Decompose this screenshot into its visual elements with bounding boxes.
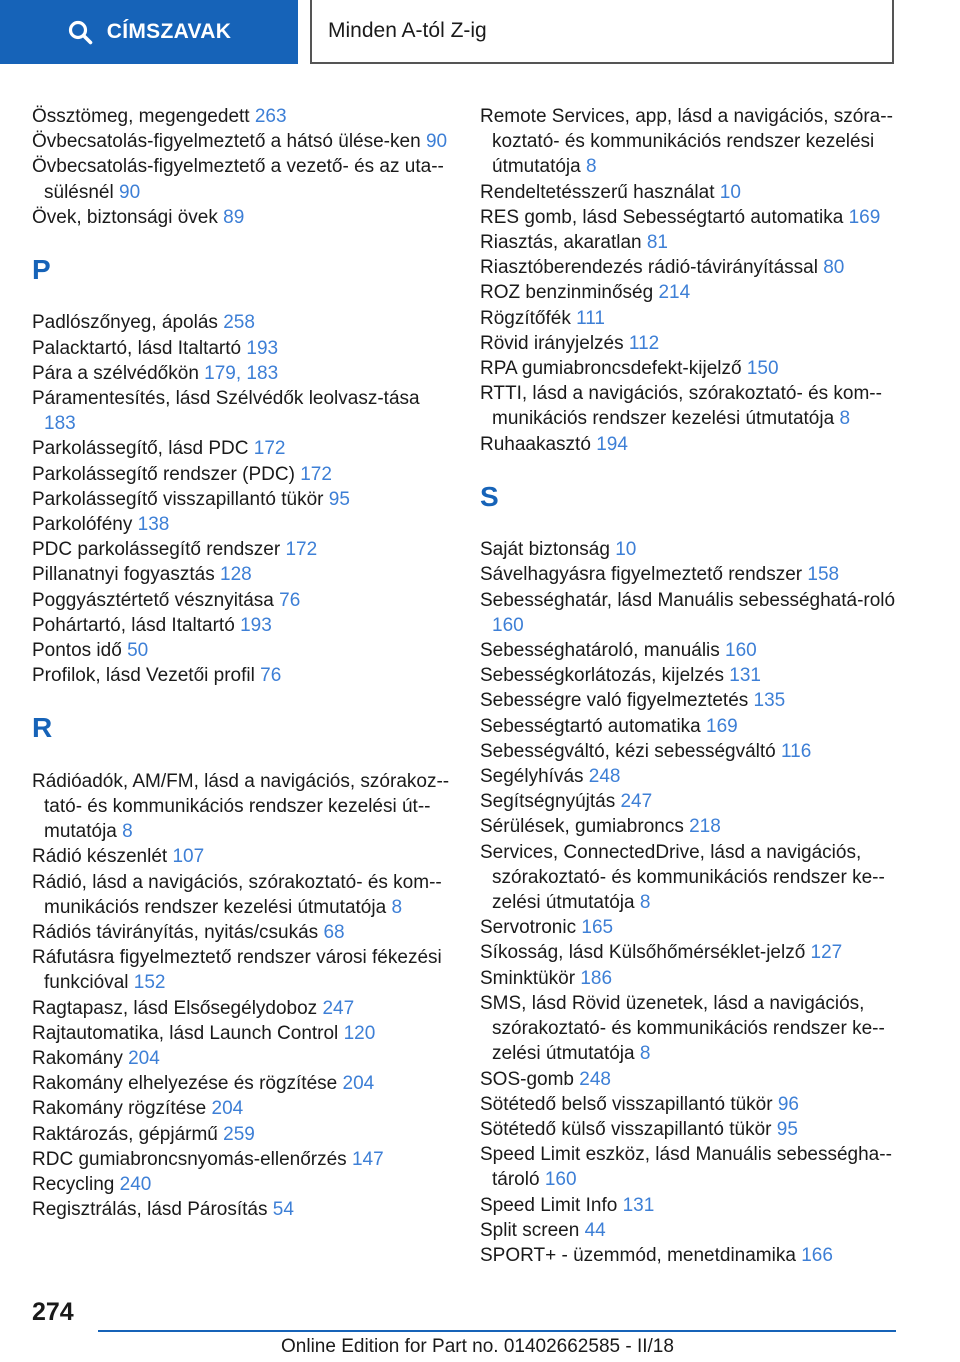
index-letter-heading: S [480, 480, 499, 512]
index-entry [32, 1071, 452, 1096]
index-entry-text: Servotronic [480, 917, 577, 939]
page-reference-link[interactable]: 169 [706, 715, 738, 737]
index-entry [32, 205, 452, 230]
page-reference-link[interactable]: 68 [323, 922, 345, 944]
index-entry [32, 663, 452, 688]
page-reference-link[interactable]: 8 [639, 1043, 651, 1065]
page-reference-link[interactable]: 95 [776, 1118, 798, 1140]
index-entry [480, 356, 910, 381]
index-entry [480, 991, 910, 1067]
index-entry-text: Saját biztonság [480, 539, 610, 561]
page-reference-link[interactable]: 8 [122, 821, 133, 843]
index-entry [32, 1172, 452, 1197]
page-reference-link[interactable]: 10 [615, 539, 637, 561]
index-entry-text: Split screen [480, 1219, 580, 1241]
index-entry [32, 769, 452, 845]
index-entry-text: Sötétedő belső visszapillantó tükör [480, 1093, 773, 1115]
index-entry-text: Sebességtartó automatika [480, 715, 701, 737]
index-entry-text: Sminktükör [480, 967, 576, 989]
index-entry-text: Övek, biztonsági övek [32, 206, 218, 228]
index-entry-text: Rádiós távirányítás, nyitás/csukás [32, 922, 319, 944]
page-reference-link[interactable]: 248 [579, 1068, 611, 1090]
page-reference-link[interactable]: 193 [240, 614, 272, 636]
index-entry-text: Ráfutásra figyelmeztető rendszer városi fékezési funkcióval [32, 947, 442, 994]
index-entry-text: Parkolássegítő, lásd PDC [32, 438, 249, 460]
page-reference-link[interactable]: 120 [343, 1022, 376, 1044]
index-entry [32, 310, 452, 335]
index-entry-text: Pohártartó, lásd Italtartó [32, 614, 235, 636]
index-entry [480, 205, 910, 230]
index-entry [32, 462, 452, 487]
index-entry-text: Parkolófény [32, 514, 133, 536]
index-entry-text: Segélyhívás [480, 766, 584, 788]
page-reference-link[interactable]: 247 [620, 791, 653, 813]
index-entry [480, 537, 910, 562]
index-entry [32, 613, 452, 638]
index-entry-text: Sebességre való figyelmeztetés [480, 690, 749, 712]
index-entry [480, 1193, 910, 1218]
page-reference-link[interactable]: 138 [137, 514, 170, 536]
index-entry-text: Rakomány [32, 1048, 123, 1070]
page-reference-link[interactable]: 111 [576, 307, 605, 329]
page-reference-link[interactable]: 112 [628, 332, 660, 354]
index-entry-text: Services, ConnectedDrive, lásd a navigációs, szórakoztató- és kommunikációs rendszer ke-zelési útmutatója [480, 841, 885, 914]
page-reference-link[interactable]: 194 [596, 433, 628, 455]
index-entry [32, 154, 452, 204]
index-entry-text: Ragtapasz, lásd Elsősegélydoboz [32, 997, 318, 1019]
index-entry [480, 739, 910, 764]
page-reference-link[interactable]: 147 [351, 1148, 384, 1170]
tab-bar [0, 0, 960, 66]
index-entry [480, 255, 910, 280]
page-reference-link[interactable]: 96 [777, 1093, 799, 1115]
index-entry [480, 764, 910, 789]
index-entry [480, 1092, 910, 1117]
index-entry-text: Rajtautomatika, lásd Launch Control [32, 1022, 339, 1044]
index-entry-text: Riasztóberendezés rádió-távirányítással [480, 257, 818, 279]
index-entry [32, 588, 452, 613]
page-reference-link[interactable]: 10 [719, 181, 741, 203]
page-reference-link[interactable]: 160 [492, 614, 524, 636]
index-entry-text: SMS, lásd Rövid üzenetek, lásd a navigációs, szórakoztató- és kommunikációs rendszer ke-zelési útmutatója [480, 992, 885, 1065]
index-entry [32, 361, 452, 386]
index-entry [32, 1147, 452, 1172]
index-column-left [32, 104, 452, 1223]
edition-info: Online Edition for Part no. 01402662585 - II/18 [281, 1336, 674, 1357]
index-entry-text: Övbecsatolás-figyelmeztető a vezető- és az uta-sülésnél [32, 156, 444, 203]
tab-keywords[interactable] [0, 0, 298, 64]
index-entry [480, 230, 910, 255]
page-reference-link[interactable]: 160 [725, 640, 757, 662]
page-reference-link[interactable]: 8 [839, 408, 851, 430]
index-entry [480, 688, 910, 713]
index-entry-text: RDC gumiabroncsnyomás-ellenőrzés [32, 1148, 347, 1170]
page-reference-link[interactable]: 193 [246, 337, 279, 359]
index-entry-text: Sötétedő külső visszapillantó tükör [480, 1118, 772, 1140]
page-reference-link[interactable]: 248 [588, 766, 621, 788]
page-number: 274 [32, 1298, 74, 1326]
index-entry [480, 180, 910, 205]
index-entry-text: Poggyásztértető vésznyitása [32, 589, 274, 611]
tab-a-to-z-label: Minden A-tól Z-ig [328, 19, 487, 42]
index-entry [32, 562, 452, 587]
page-reference-link[interactable]: 107 [172, 846, 205, 868]
index-entry-text: Sávelhagyásra figyelmeztető rendszer [480, 564, 803, 586]
index-entry [32, 1197, 452, 1222]
index-entry-text: Ruhaakasztó [480, 433, 591, 455]
index-entry-text: Sérülések, gumiabroncs [480, 816, 684, 838]
index-entry [480, 940, 910, 965]
index-entry-text: RTTI, lásd a navigációs, szórakoztató- és kom-munikációs rendszer kezelési útmutatója [480, 383, 882, 430]
index-entry-text: Rakomány elhelyezése és rögzítése [32, 1073, 338, 1095]
page-reference-link[interactable]: 8 [639, 892, 651, 914]
page-reference-link[interactable]: 54 [272, 1199, 294, 1221]
index-entry-text: Rendeltetésszerű használat [480, 181, 715, 203]
page-reference-link[interactable]: 150 [746, 358, 779, 380]
index-entry-text: SOS-gomb [480, 1068, 574, 1090]
page-reference-link[interactable]: 204 [128, 1048, 160, 1070]
index-entry [480, 432, 910, 457]
index-entry-text: Sebességkorlátozás, kijelzés [480, 665, 724, 687]
index-entry-text: Pontos idő [32, 640, 122, 662]
page-reference-link[interactable]: 135 [753, 690, 786, 712]
page-reference-link[interactable]: 214 [658, 282, 691, 304]
index-entry [480, 840, 910, 916]
tab-keywords-label: CÍMSZAVAK [106, 20, 232, 43]
page-reference-link[interactable]: 76 [260, 665, 282, 687]
page-reference-link[interactable]: 131 [622, 1194, 655, 1216]
page-reference-link[interactable]: 90 [425, 131, 448, 153]
index-entry-text: Rádió készenlét [32, 846, 168, 868]
index-entry-text: PDC parkolássegítő rendszer [32, 539, 281, 561]
index-entry-text: Rakomány rögzítése [32, 1098, 207, 1120]
index-entry-text: Övbecsatolás-figyelmeztető a hátsó ülése-ken [32, 131, 421, 153]
page-reference-link[interactable]: 172 [300, 463, 332, 485]
page-reference-link[interactable]: 258 [223, 312, 255, 334]
index-entry-text: Pillanatnyi fogyasztás [32, 564, 215, 586]
index-entry-text: RES gomb, lásd Sebességtartó automatika [480, 206, 844, 228]
index-entry [480, 663, 910, 688]
page-reference-link[interactable]: 172 [285, 539, 318, 561]
index-entry [32, 512, 452, 537]
tab-a-to-z[interactable] [310, 0, 894, 64]
index-entry [480, 1142, 910, 1192]
page-reference-link[interactable]: 165 [581, 917, 614, 939]
page-reference-link[interactable]: 95 [328, 488, 350, 510]
index-entry-text: Parkolássegítő rendszer (PDC) [32, 463, 295, 485]
page-reference-link[interactable]: 259 [223, 1123, 255, 1145]
page-reference-link[interactable]: 204 [342, 1073, 375, 1095]
index-entry-text: Speed Limit Info [480, 1194, 618, 1216]
index-entry [480, 588, 910, 638]
index-entry-text: SPORT+ - üzemmód, menetdinamika [480, 1244, 796, 1266]
index-entry [480, 814, 910, 839]
page-reference-link[interactable]: 131 [729, 665, 761, 687]
index-entry [480, 1067, 910, 1092]
page-reference-link[interactable]: 158 [807, 564, 840, 586]
index-entry-text: Parkolássegítő visszapillantó tükör [32, 488, 324, 510]
footer-divider [98, 1330, 896, 1332]
page-reference-link[interactable]: 8 [586, 156, 597, 178]
index-entry [32, 129, 452, 154]
page-reference-link[interactable]: 263 [254, 106, 287, 127]
index-entry-text: Össztömeg, megengedett [32, 106, 250, 127]
index-entry-text: Raktározás, gépjármű [32, 1123, 218, 1145]
index-entry-text: Rövid irányjelzés [480, 332, 624, 354]
page-reference-link[interactable]: 183 [44, 413, 76, 435]
page-reference-link[interactable]: 169 [848, 206, 881, 228]
index-entry [32, 1021, 452, 1046]
page-reference-link[interactable]: 127 [810, 942, 843, 964]
index-entry [480, 562, 910, 587]
page-reference-link[interactable]: 89 [223, 206, 245, 228]
index-entry-text: Rádióadók, AM/FM, lásd a navigációs, szórakoz-tató- és kommunikációs rendszer kezelési út-mutatója [32, 770, 450, 843]
page-reference-link[interactable]: 128 [220, 564, 252, 586]
index-entry [32, 436, 452, 461]
index-entry-text: Profilok, lásd Vezetői profil [32, 665, 255, 687]
index-letter-heading: P [32, 254, 51, 286]
page-reference-link[interactable]: 160 [544, 1169, 577, 1191]
page-reference-link[interactable]: 81 [646, 232, 668, 254]
index-column-right [480, 104, 910, 1268]
index-entry-text: Rádió, lásd a navigációs, szórakoztató- és kom-munikációs rendszer kezelési útmutatója [32, 871, 442, 918]
index-entry [32, 1096, 452, 1121]
page-reference-link[interactable]: 90 [119, 181, 141, 203]
index-entry-text: Regisztrálás, lásd Párosítás [32, 1199, 268, 1221]
page-reference-link[interactable]: 172 [253, 438, 286, 460]
index-entry-text: Síkosság, lásd Külsőhőmérséklet-jelző [480, 942, 806, 964]
index-entry [32, 870, 452, 920]
search-icon [67, 19, 93, 45]
index-entry [480, 280, 910, 305]
index-entry [480, 915, 910, 940]
index-entry [32, 1046, 452, 1071]
index-entry [480, 1117, 910, 1142]
index-letter-heading: R [32, 712, 53, 744]
page-reference-link[interactable]: 116 [781, 740, 812, 762]
index-entry-text: Riasztás, akaratlan [480, 232, 642, 254]
page-reference-link[interactable]: 80 [823, 257, 845, 279]
page-reference-link[interactable]: 8 [391, 896, 403, 918]
index-entry [480, 306, 910, 331]
index-entry [32, 996, 452, 1021]
index-entry [480, 331, 910, 356]
index-entry-text: RPA gumiabroncsdefekt-kijelző [480, 358, 742, 380]
page-reference-link[interactable]: 166 [801, 1244, 833, 1266]
index-entry [480, 966, 910, 991]
index-entry-text: Rögzítőfék [480, 307, 571, 329]
page-reference-link[interactable]: 76 [279, 589, 301, 611]
index-entry [32, 945, 452, 995]
index-entry-text: Sebességhatár, lásd Manuális sebességhatá-roló [480, 589, 896, 611]
index-entry-text: Palacktartó, lásd Italtartó [32, 337, 242, 359]
index-entry-text: Padlószőnyeg, ápolás [32, 312, 218, 334]
page-reference-link[interactable]: 152 [133, 972, 166, 994]
index-entry-text: Segítségnyújtás [480, 791, 616, 813]
page-reference-link[interactable]: 50 [127, 640, 149, 662]
index-entry [32, 386, 452, 436]
index-entry-text: Recycling [32, 1174, 115, 1196]
index-entry [32, 487, 452, 512]
index-entry-text: ROZ benzinminőség [480, 282, 654, 304]
index-entry [480, 1218, 910, 1243]
index-entry [32, 336, 452, 361]
page-reference-link[interactable]: 179, 183 [204, 362, 279, 384]
page-reference-link[interactable]: 204 [211, 1098, 244, 1120]
index-entry [480, 381, 910, 431]
index-entry [32, 537, 452, 562]
page-reference-link[interactable]: 186 [580, 967, 613, 989]
index-entry [32, 104, 452, 129]
index-entry [32, 920, 452, 945]
index-entry [32, 638, 452, 663]
index-entry [32, 1122, 452, 1147]
page-reference-link[interactable]: 218 [689, 816, 721, 838]
page-reference-link[interactable]: 44 [584, 1219, 606, 1241]
page-reference-link[interactable]: 247 [322, 997, 355, 1019]
index-entry [480, 104, 910, 180]
page-reference-link[interactable]: 240 [119, 1174, 152, 1196]
index-entry-text: Speed Limit eszköz, lásd Manuális sebességha-tároló [480, 1144, 892, 1191]
index-entry-text: Sebességváltó, kézi sebességváltó [480, 740, 776, 762]
index-entry-text: Sebességhatároló, manuális [480, 640, 720, 662]
index-entry-text: Páramentesítés, lásd Szélvédők leolvasz-tása [32, 388, 420, 410]
index-entry-text: Remote Services, app, lásd a navigációs, szóra-koztató- és kommunikációs rendszer kezelési útmutatója [480, 106, 893, 178]
index-entry [480, 789, 910, 814]
index-entry [480, 1243, 910, 1268]
index-entry [32, 844, 452, 869]
index-entry-text: Pára a szélvédőkön [32, 362, 199, 384]
index-entry [480, 638, 910, 663]
index-entry [480, 714, 910, 739]
